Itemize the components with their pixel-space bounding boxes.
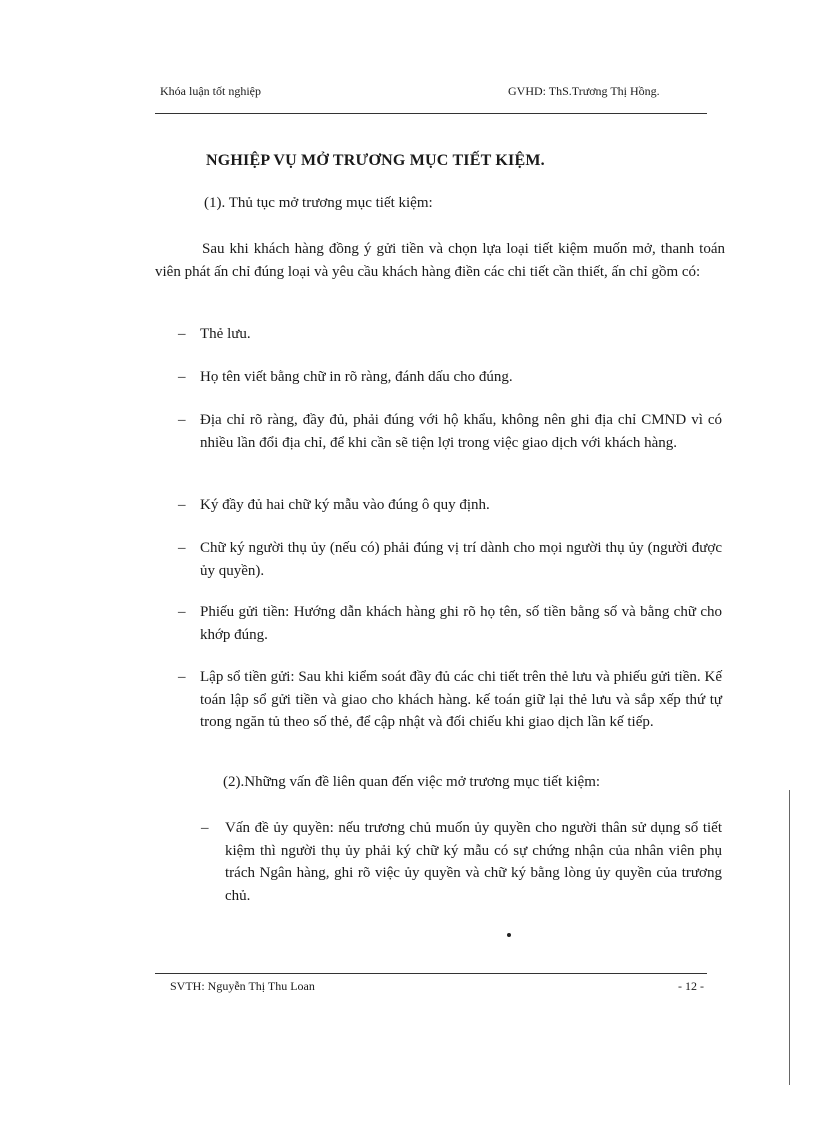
list-item: Phiếu gửi tiền: Hướng dẫn khách hàng ghi rõ họ tên, số tiền bằng số và bằng chữ cho khớp đúng. <box>200 604 722 643</box>
bullet-dash: – <box>178 497 186 513</box>
header-rule <box>155 113 707 114</box>
list-item: Họ tên viết bằng chữ in rõ ràng, đánh dấu cho đúng. <box>200 369 513 385</box>
list-item: Ký đầy đủ hai chữ ký mẫu vào đúng ô quy định. <box>200 497 490 513</box>
list-item: Chữ ký người thụ ủy (nếu có) phải đúng vị trí dành cho mọi người thụ ủy (người được ủy quyền). <box>200 540 722 579</box>
bullet-dash: – <box>178 369 186 385</box>
header-right-text: GVHD: ThS.Trương Thị Hồng. <box>508 84 660 98</box>
list-item: Vấn đề ủy quyền: nếu trương chủ muốn ủy quyền cho người thân sử dụng sổ tiết kiệm thì người thụ ủy phải ký chữ ký mẫu có sự chứng nhận của nhân viên phụ trách Ngân hàng, ghi rõ việc ủy quyền và chữ ký bằng lòng ủy quyền của trương chủ. <box>225 820 722 904</box>
section1-heading: (1). Thủ tục mở trương mục tiết kiệm: <box>204 195 433 211</box>
list-item: Địa chỉ rõ ràng, đầy đủ, phải đúng với hộ khẩu, không nên ghi địa chỉ CMND vì có nhiều lần đổi địa chỉ, để khi cần sẽ tiện lợi trong việc giao dịch với khách hàng. <box>200 412 722 451</box>
section2-heading: (2).Những vấn đề liên quan đến việc mở trương mục tiết kiệm: <box>223 774 601 790</box>
list-item: Thẻ lưu. <box>200 326 251 342</box>
bullet-dash: – <box>178 326 186 342</box>
page-number: - 12 - <box>678 979 704 993</box>
bullet-dash: – <box>178 540 186 556</box>
bullet-dash: – <box>178 412 186 428</box>
scan-speck <box>507 933 511 937</box>
bullet-dash: – <box>178 669 186 685</box>
footer-left-text: SVTH: Nguyễn Thị Thu Loan <box>170 979 315 993</box>
page-title: NGHIỆP VỤ MỞ TRƯƠNG MỤC TIẾT KIỆM. <box>206 152 545 169</box>
bullet-dash: – <box>201 820 209 836</box>
bullet-dash: – <box>178 604 186 620</box>
scan-margin-line <box>789 790 790 1085</box>
header-left-text: Khóa luận tốt nghiệp <box>160 84 261 98</box>
footer-rule <box>155 973 707 974</box>
section1-intro: Sau khi khách hàng đồng ý gửi tiền và chọn lựa loại tiết kiệm muốn mở, thanh toán viên phát ấn chỉ đúng loại và yêu cầu khách hàng điền các chi tiết cần thiết, ấn chỉ gồm có: <box>155 241 725 280</box>
list-item: Lập sổ tiền gửi: Sau khi kiểm soát đầy đủ các chi tiết trên thẻ lưu và phiếu gửi tiền. Kế toán lập sổ gửi tiền và giao cho khách hàng. kế toán giữ lại thẻ lưu và sắp xếp thứ tự trong ngăn tủ theo số thẻ, để cập nhật và đối chiếu khi giao dịch lần kế tiếp. <box>200 669 722 730</box>
